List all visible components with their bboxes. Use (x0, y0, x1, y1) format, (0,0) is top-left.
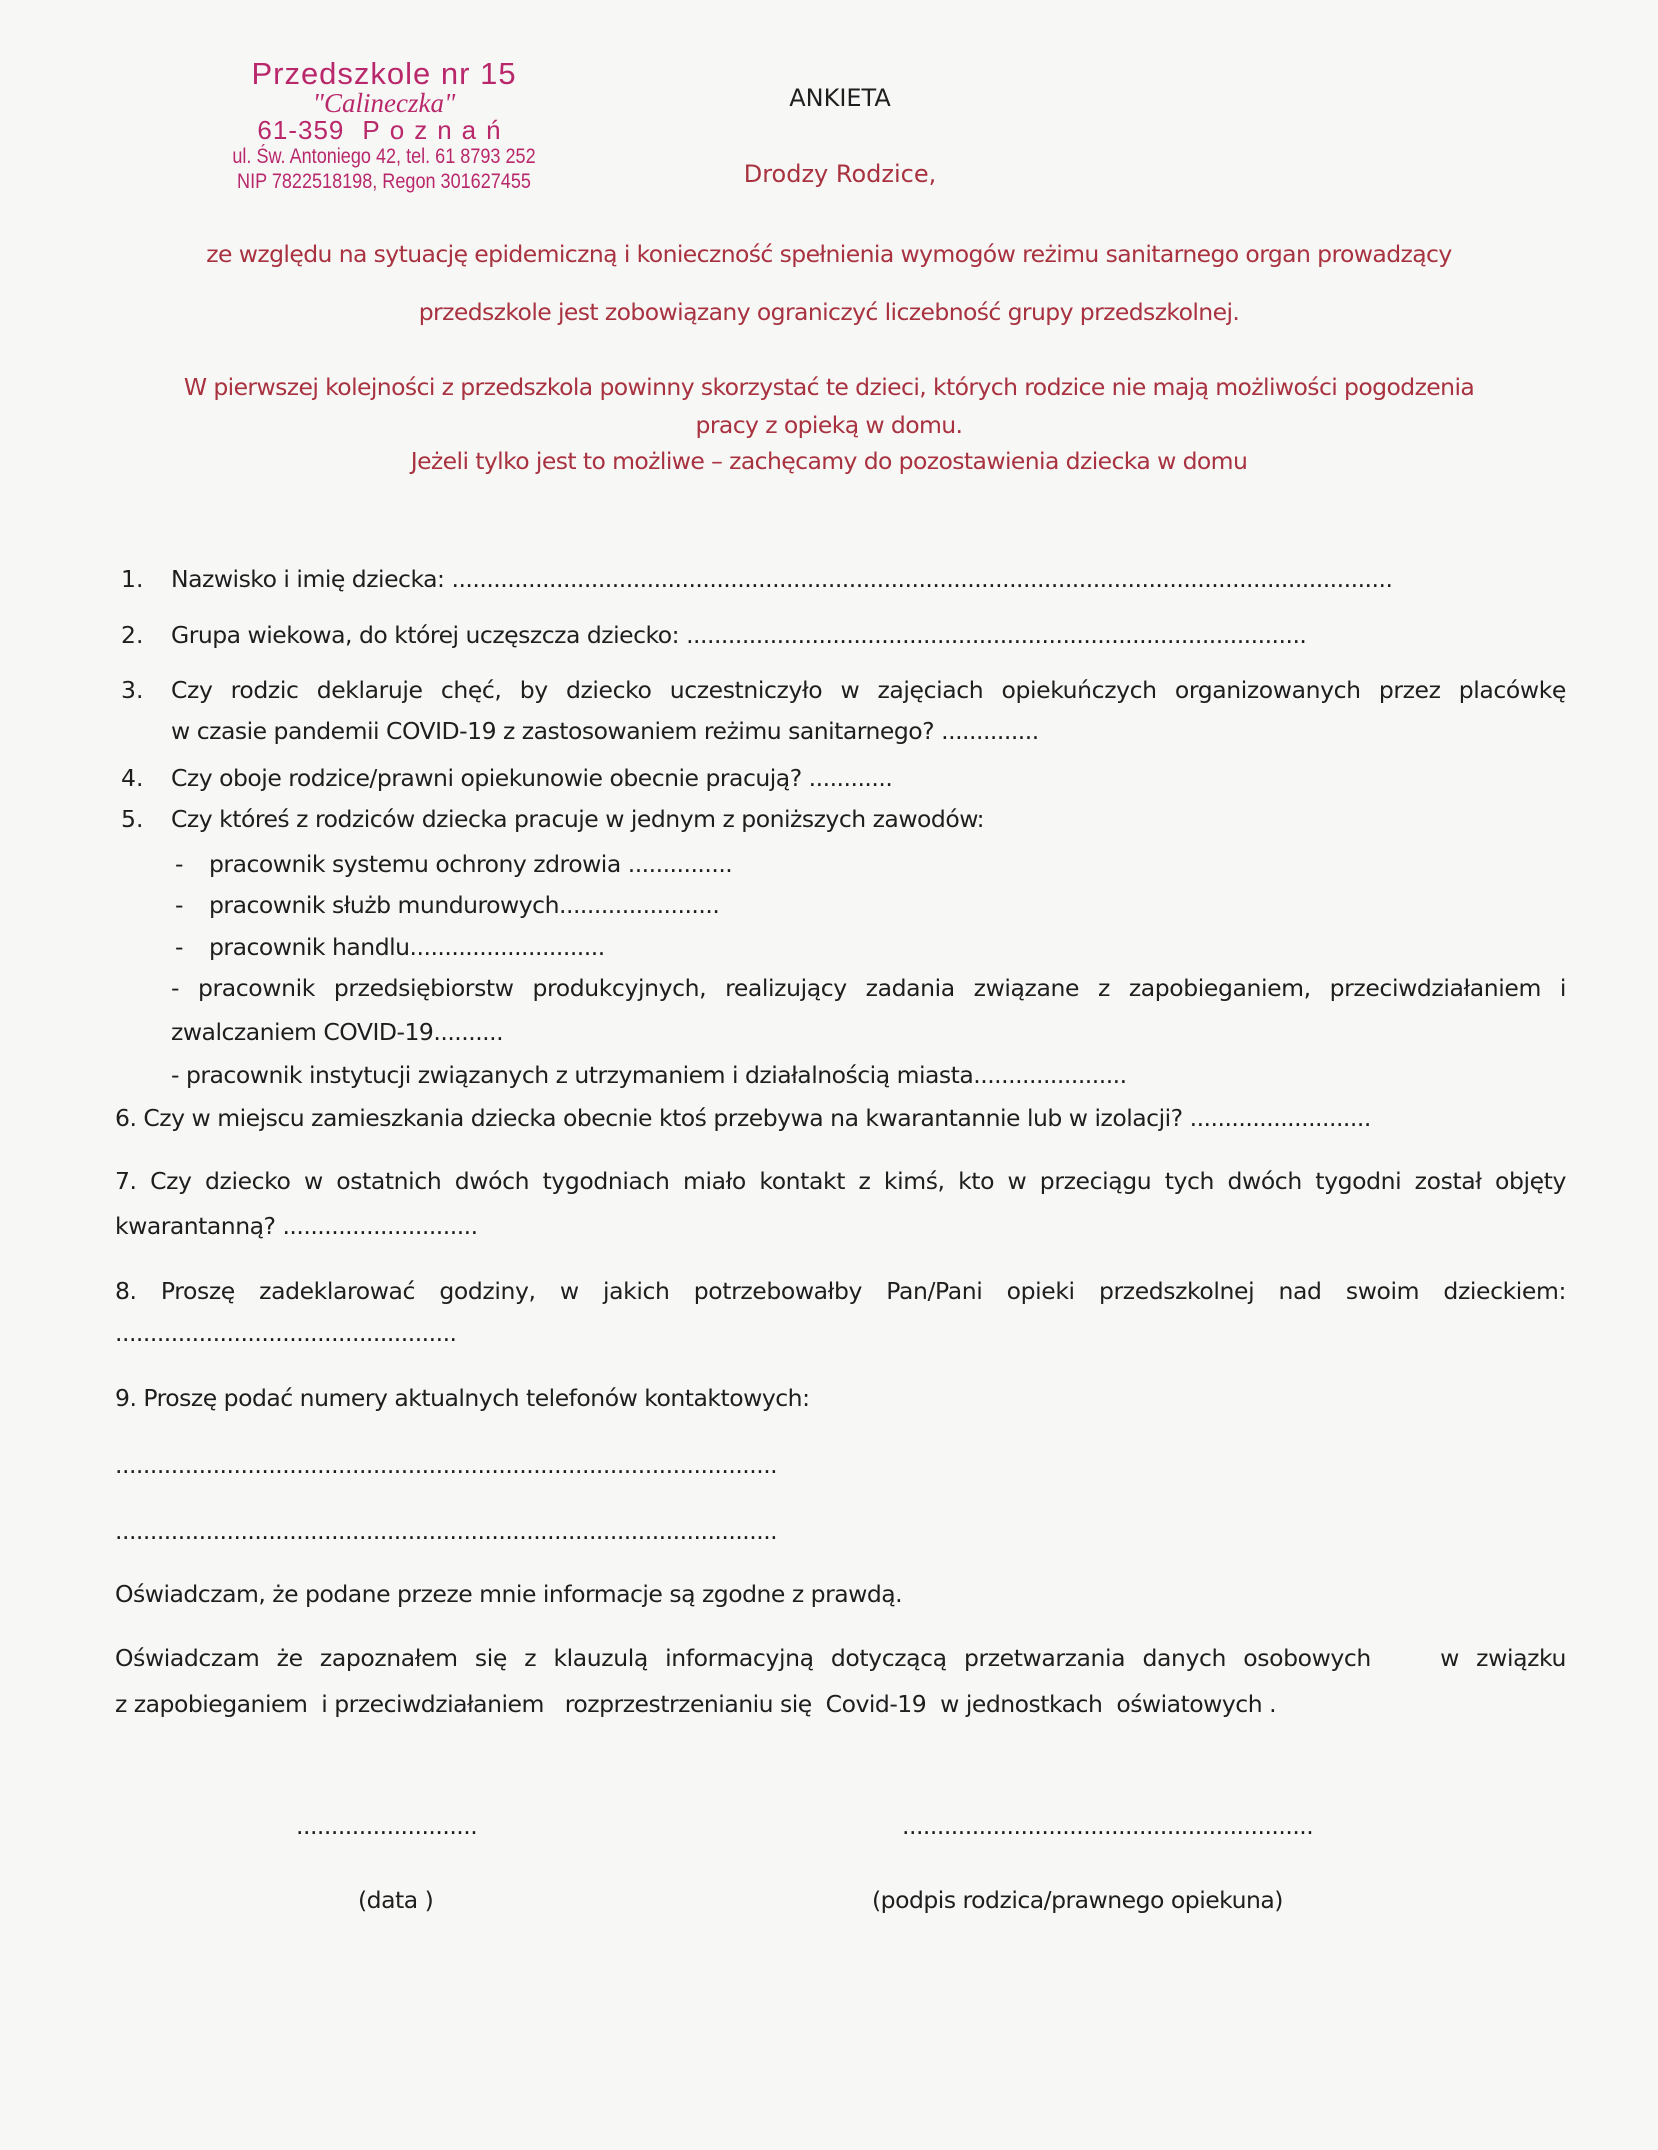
option-3 (209, 933, 605, 961)
question-7-line-2 (115, 1212, 478, 1240)
option-1-answer-field[interactable]: ............... (627, 850, 733, 878)
greeting: Drodzy Rodzice, (743, 160, 937, 188)
declaration-gdpr-line-1: Oświadczam że zapoznałem się z klauzulą informacyjną dotyczącą przetwarzania danych osobowych w związku (115, 1644, 1566, 1672)
question-1-label: Nazwisko i imię dziecka: (171, 565, 445, 593)
option-1-label: pracownik systemu ochrony zdrowia (209, 850, 621, 878)
intro-paragraph-line-3: Jeżeli tylko jest to możliwe – zachęcamy do pozostawienia dziecka w domu (410, 447, 1248, 475)
option-1 (209, 850, 732, 878)
date-field[interactable]: .......................... (296, 1812, 478, 1840)
question-6 (115, 1104, 1371, 1132)
declaration-gdpr-line-2: z zapobieganiem i przeciwdziałaniem rozprzestrzenianiu się Covid-19 w jednostkach oświatowych . (115, 1690, 1277, 1718)
option-5 (171, 1061, 1127, 1089)
option-3-answer-field[interactable]: ............................ (409, 933, 605, 961)
stamp-address: ul. Św. Antoniego 42, tel. 61 8793 252 (232, 145, 536, 168)
stamp-school-name: Przedszkole nr 15 (251, 56, 517, 91)
question-6-label: 6. Czy w miejscu zamieszkania dziecka obecnie ktoś przebywa na kwarantannie lub w izolacji? (115, 1104, 1183, 1132)
option-2 (209, 891, 719, 919)
question-2-answer-field[interactable]: ......................................................................................... (686, 621, 1307, 649)
option-2-answer-field[interactable]: ....................... (559, 891, 720, 919)
question-4-number: 4. (121, 764, 144, 792)
option-2-label: pracownik służb mundurowych (209, 891, 559, 919)
question-3-line-1: Czy rodzic deklaruje chęć, by dziecko uczestniczyło w zajęciach opiekuńczych organizowanych przez placówkę (171, 676, 1566, 704)
option-4-label: zwalczaniem COVID-19 (171, 1018, 434, 1046)
option-4-line-1: - pracownik przedsiębiorstw produkcyjnych, realizujący zadania związane z zapobieganiem, przeciwdziałaniem i (171, 974, 1566, 1002)
question-7-answer-field[interactable]: ............................ (282, 1212, 478, 1240)
question-4-answer-field[interactable]: ............ (808, 764, 893, 792)
option-5-label: - pracownik instytucji związanych z utrzymaniem i działalnością miasta (171, 1061, 974, 1089)
question-2-number: 2. (121, 621, 144, 649)
date-label: (data ) (358, 1886, 434, 1914)
question-3-answer-field[interactable]: .............. (941, 717, 1039, 745)
option-5-answer-field[interactable]: ...................... (973, 1061, 1127, 1089)
option-4-line-2 (171, 1018, 503, 1046)
question-3-number: 3. (121, 676, 144, 704)
question-2 (171, 621, 1306, 649)
question-4 (171, 764, 892, 792)
signature-field[interactable]: ........................................................... (902, 1812, 1314, 1840)
question-1-number: 1. (121, 565, 144, 593)
option-4-answer-field[interactable]: .......... (433, 1018, 504, 1046)
intro-paragraph-line-1: W pierwszej kolejności z przedszkola powinny skorzystać te dzieci, których rodzice nie mają możliwości pogodzenia (183, 373, 1475, 401)
question-5-number: 5. (121, 805, 144, 833)
option-3-label: pracownik handlu (209, 933, 410, 961)
stamp-school-subtitle: "Calineczka" (312, 88, 456, 118)
option-1-bullet: - (175, 850, 184, 878)
question-2-label: Grupa wiekowa, do której uczęszcza dziecko: (171, 621, 680, 649)
question-7-line-1: 7. Czy dziecko w ostatnich dwóch tygodniach miało kontakt z kimś, kto w przeciągu tych dwóch tygodni został objęty (115, 1167, 1566, 1195)
question-1 (171, 565, 1392, 593)
question-6-answer-field[interactable]: .......................... (1189, 1104, 1371, 1132)
intro-paragraph-line-2: pracy z opieką w domu. (695, 411, 963, 439)
stamp-ids: NIP 7822518198, Regon 301627455 (237, 170, 531, 193)
option-3-bullet: - (175, 933, 184, 961)
signature-label: (podpis rodzica/prawnego opiekuna) (872, 1886, 1283, 1914)
phone-field-2[interactable]: ............................................................................................... (115, 1517, 778, 1545)
phone-field-1[interactable]: ............................................................................................... (115, 1451, 778, 1479)
stamp-postal-code: 61-359 (257, 115, 345, 145)
question-1-answer-field[interactable]: ....................................................................................................................................... (451, 565, 1393, 593)
intro-line-2: przedszkole jest zobowiązany ograniczyć liczebność grupy przedszkolnej. (418, 298, 1240, 326)
intro-line-1: ze względu na sytuację epidemiczną i konieczność spełnienia wymogów reżimu sanitarnego organ prowadzący (206, 240, 1452, 268)
option-2-bullet: - (175, 891, 184, 919)
declaration-truthfulness: Oświadczam, że podane przeze mnie informacje są zgodne z prawdą. (115, 1580, 903, 1608)
question-5-label: Czy któreś z rodziców dziecka pracuje w jednym z poniższych zawodów: (171, 805, 985, 833)
question-3-label: w czasie pandemii COVID-19 z zastosowaniem reżimu sanitarnego? (171, 717, 935, 745)
document-title: ANKIETA (789, 84, 891, 112)
question-3-line-2 (171, 717, 1039, 745)
stamp-postal-line (196, 116, 572, 144)
question-8-label: 8. Proszę zadeklarować godziny, w jakich potrzebowałby Pan/Pani opieki przedszkolnej nad swoim dzieckiem: (115, 1277, 1566, 1305)
question-8-answer-field[interactable]: ................................................. (115, 1319, 457, 1347)
question-7-label: kwarantanną? (115, 1212, 276, 1240)
stamp-city: Poznań (362, 115, 511, 145)
question-4-label: Czy oboje rodzice/prawni opiekunowie obecnie pracują? (171, 764, 802, 792)
question-9-label: 9. Proszę podać numery aktualnych telefonów kontaktowych: (115, 1384, 810, 1412)
